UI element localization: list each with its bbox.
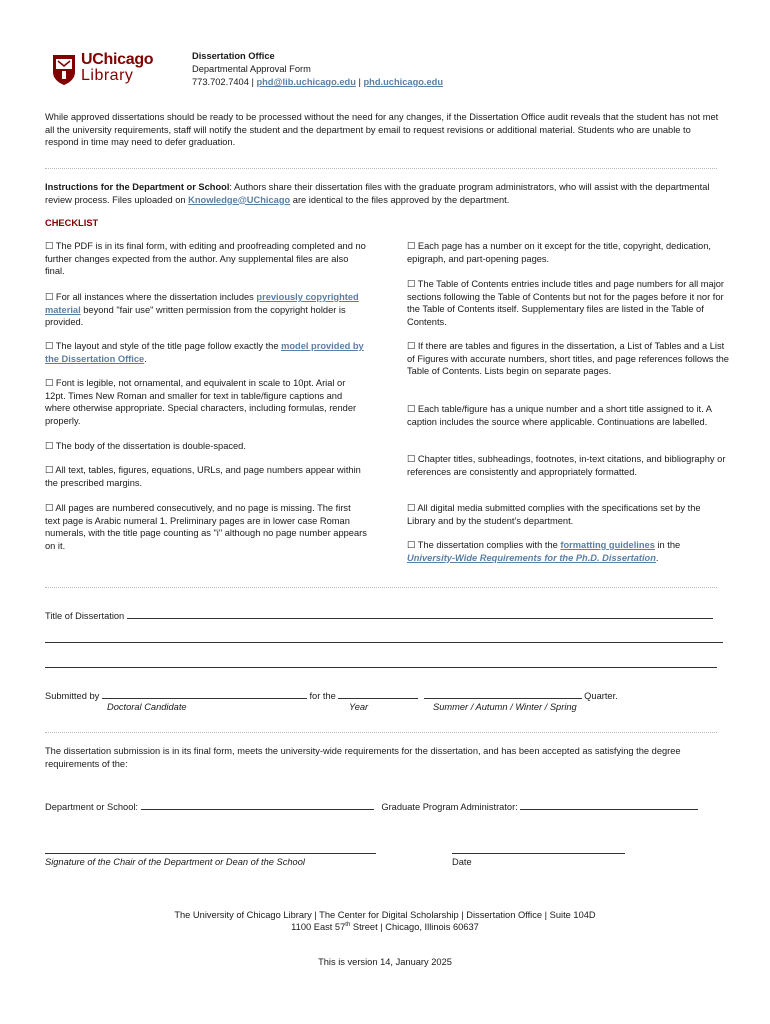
checklist-item[interactable]: ☐ Each page has a number on it except for the title, copyright, dedication, epigraph, and part-opening pages.: [407, 241, 711, 264]
checklist-item[interactable]: ☐ The dissertation complies with the formatting guidelines in the University-Wide Requirements for the Ph.D. Dissertation.: [407, 540, 681, 563]
checklist-item[interactable]: ☐ Chapter titles, subheadings, footnotes, in-text citations, and bibliography or references are consistently and appropriately formatted.: [407, 454, 726, 477]
signature-field[interactable]: [45, 853, 376, 854]
title-page-model-link[interactable]: model provided by the Dissertation Office: [45, 341, 364, 364]
office-title: Dissertation Office: [192, 51, 275, 61]
title-blank-line-3[interactable]: [45, 667, 717, 668]
instructions-lead: Instructions for the Department or School: [45, 182, 230, 192]
divider: [45, 168, 717, 169]
season-caption: Summer / Autumn / Winter / Spring: [433, 702, 577, 712]
year-field[interactable]: [338, 689, 418, 699]
divider: [45, 732, 717, 733]
candidate-field[interactable]: [102, 689, 307, 699]
title-blank-line-2[interactable]: [45, 642, 723, 643]
checklist-item[interactable]: ☐ For all instances where the dissertation includes previously copyrighted material beyond "fair use" written permission from the copyright holder is provided.: [45, 292, 359, 328]
logo-line2: Library: [81, 67, 134, 84]
admin-label: Graduate Program Administrator:: [381, 802, 518, 812]
quarter-label: Quarter.: [584, 691, 618, 701]
uchicago-library-logo: [52, 52, 172, 90]
header-block: [192, 50, 443, 89]
footer-line-2: 1100 East 57th Street | Chicago, Illinois 60637: [291, 921, 479, 932]
checklist-item[interactable]: ☐ All text, tables, figures, equations, URLs, and page numbers appear within the prescribed margins.: [45, 465, 361, 488]
instructions-text-b: are identical to the files approved by the department.: [290, 194, 510, 205]
crest-icon: [52, 54, 76, 86]
requirements-link[interactable]: University-Wide Requirements for the Ph.D. Dissertation: [407, 552, 656, 563]
quarter-field[interactable]: [424, 689, 582, 699]
date-caption: Date: [452, 857, 472, 867]
email-link[interactable]: phd@lib.uchicago.edu: [256, 77, 356, 87]
title-field[interactable]: [45, 609, 723, 623]
checklist-item[interactable]: ☐ If there are tables and figures in the dissertation, a List of Tables and a List of Figures with accurate numbers, short titles, and page references follows the Table of Contents. Lists begin on separate pages.: [407, 341, 729, 377]
checklist-heading: CHECKLIST: [45, 218, 99, 228]
submitted-by-label: Submitted by: [45, 691, 100, 701]
checklist-item[interactable]: ☐ The body of the dissertation is double-spaced.: [45, 441, 246, 451]
checklist-item[interactable]: ☐ All pages are numbered consecutively, and no page is missing. The first text page is Arabic numeral 1. Preliminary pages are in lower case Roman numerals, with the title page counting as "i" although no page number appears on it.: [45, 503, 367, 551]
checklist-item[interactable]: ☐ The Table of Contents entries include titles and page numbers for all major sections following the Table of Contents but not for the pages before it nor for the Table of Contents itself. Supplementary files are listed in the Table of Contents.: [407, 279, 725, 327]
department-field[interactable]: [141, 800, 374, 810]
contact-separator: |: [355, 77, 364, 87]
department-label: Department or School:: [45, 802, 139, 812]
version-note: This is version 14, January 2025: [318, 957, 452, 967]
title-blank[interactable]: [127, 609, 713, 619]
instructions-paragraph: [45, 181, 725, 206]
checklist-item[interactable]: ☐ Font is legible, not ornamental, and equivalent in scale to 10pt. Arial or 12pt. Times New Roman and smaller for text in table/figure captions and where otherwise appropriate. Special characters, including formulas, render properly.: [45, 378, 357, 426]
title-label: Title of Dissertation: [45, 611, 125, 621]
form-subtitle: Departmental Approval Form: [192, 64, 311, 74]
website-link[interactable]: phd.uchicago.edu: [363, 77, 444, 87]
divider: [45, 587, 717, 588]
checklist-item[interactable]: ☐ All digital media submitted complies with the specifications set by the Library and by the student’s department.: [407, 503, 701, 526]
checklist-item[interactable]: ☐ The layout and style of the title page follow exactly the model provided by the Dissertation Office.: [45, 341, 364, 364]
admin-field[interactable]: [520, 800, 698, 810]
footer-line-1: The University of Chicago Library | The Center for Digital Scholarship | Dissertation Office | Suite 104D: [174, 910, 596, 920]
contact-line: [192, 76, 443, 89]
instructions-text-a: : Authors share their dissertation files with the graduate program administrators, who will assist with the departmental review process. Files uploaded on: [45, 182, 710, 205]
year-caption: Year: [349, 702, 369, 712]
intro-paragraph: While approved dissertations should be ready to be processed without the need for any changes, if the Dissertation Office audit reveals that the student has not met all the university requirements, staff will notify the student and the department by email to request revisions or additional material. Students who are unable to respond in time may need to defer graduation.: [45, 112, 719, 148]
for-the-label: for the: [309, 691, 336, 701]
candidate-caption: Doctoral Candidate: [107, 702, 187, 712]
formatting-guidelines-link[interactable]: formatting guidelines: [560, 540, 655, 550]
department-row: [45, 800, 723, 814]
date-field[interactable]: [452, 853, 625, 854]
checklist-item[interactable]: ☐ The PDF is in its final form, with editing and proofreading completed and no further changes expected from the author. Any supplemental files are also final.: [45, 241, 366, 277]
phone: 773.702.7404 |: [192, 77, 257, 87]
signature-caption: Signature of the Chair of the Department or Dean of the School: [45, 857, 305, 867]
logo-line1: UChicago: [81, 51, 154, 68]
acceptance-statement: The dissertation submission is in its final form, meets the university-wide requirements for the dissertation, and has been accepted as satisfying the degree requirements of the:: [45, 746, 681, 769]
checklist-item[interactable]: ☐ Each table/figure has a unique number and a short title assigned to it. A caption includes the source where applicable. Continuations are labelled.: [407, 404, 712, 427]
knowledge-link[interactable]: Knowledge@UChicago: [188, 194, 291, 205]
copyright-link[interactable]: previously copyrighted material: [45, 292, 359, 315]
